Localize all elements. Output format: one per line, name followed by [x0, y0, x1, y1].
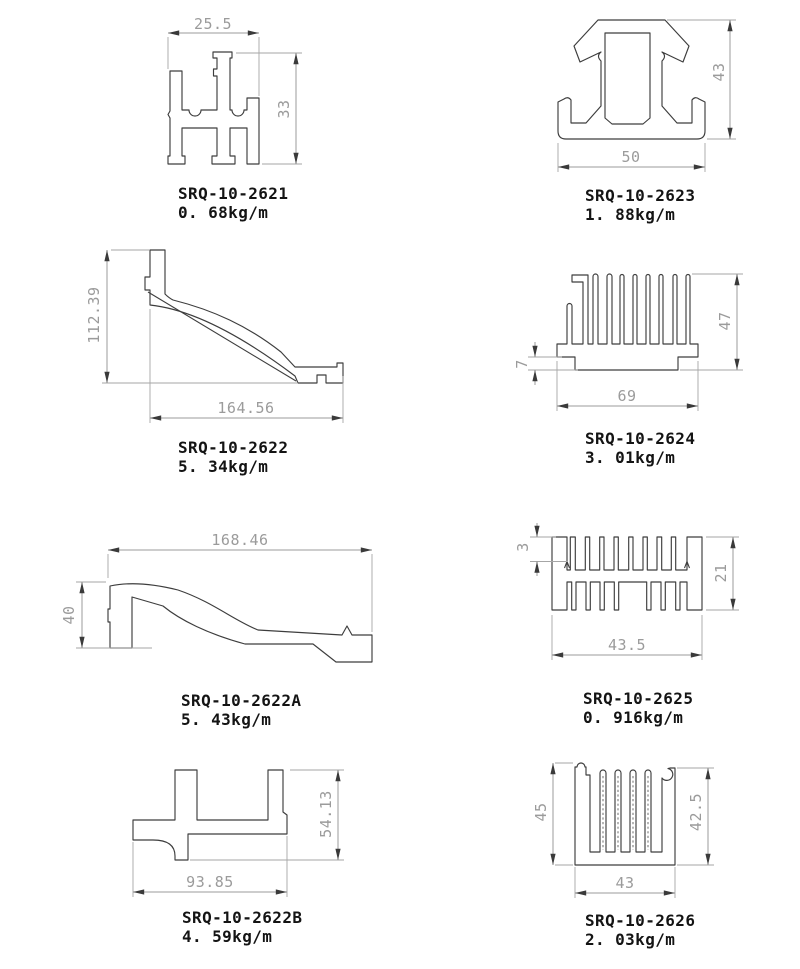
profile-cell-srq-10-2622a: [60, 520, 390, 680]
dimension-value-width: 50: [621, 148, 641, 166]
dimension-width: [108, 531, 372, 632]
profile-cavity-2623: [605, 33, 650, 124]
part-weight: 4. 59kg/m: [182, 927, 273, 946]
part-label-srq-10-2621: [178, 184, 288, 222]
profile-drawing-srq-10-2626: [520, 750, 750, 905]
part-label-srq-10-2626: [585, 911, 695, 949]
part-number: SRQ-10-2626: [585, 911, 696, 930]
dimension-width: [575, 867, 675, 898]
dimension-height: [190, 770, 344, 860]
dimension-value-height: 43: [710, 62, 728, 82]
profile-drawing-srq-10-2624: [513, 250, 750, 415]
part-weight: 2. 03kg/m: [585, 930, 676, 949]
part-weight: 5. 34kg/m: [178, 457, 269, 476]
dimension-width: [552, 615, 702, 660]
profile-shape-2624: [557, 274, 698, 370]
dimension-value-width: 69: [617, 387, 637, 405]
profile-outline: [145, 250, 343, 383]
dimension-width: [133, 836, 287, 897]
profile-drawing-srq-10-2622a: [60, 520, 390, 680]
profile-cell-srq-10-2621: [140, 10, 320, 185]
profile-outline: [557, 274, 698, 370]
profile-shape-2625: [552, 537, 702, 610]
part-number: SRQ-10-2622A: [181, 691, 302, 710]
part-label-srq-10-2623: [585, 186, 695, 224]
part-label-srq-10-2624: [585, 429, 695, 467]
part-weight: 5. 43kg/m: [181, 710, 272, 729]
profile-shape-2622: [145, 250, 343, 383]
part-number: SRQ-10-2623: [585, 186, 696, 205]
dimension-value-height: 112.39: [85, 286, 103, 344]
part-weight: 1. 88kg/m: [585, 205, 676, 224]
profile-drawing-srq-10-2622b: [100, 750, 360, 905]
dimension-value-width: 25.5: [193, 15, 233, 33]
profile-outline: [575, 763, 675, 865]
part-label-srq-10-2622: [178, 438, 288, 476]
dimension-value-width: 43.5: [607, 636, 647, 654]
profile-shape-2626: [575, 763, 675, 865]
dimension-value-height: 33: [275, 99, 293, 119]
part-weight: 3. 01kg/m: [585, 448, 676, 467]
part-label-srq-10-2622a: [181, 691, 301, 729]
dimension-value-height: 21: [712, 563, 730, 583]
dimension-value-fin-step: 3: [514, 542, 532, 552]
dimension-height-right: [677, 768, 714, 865]
profile-cell-srq-10-2624: [513, 250, 750, 415]
part-weight: 0. 916kg/m: [583, 708, 684, 727]
profile-outline: [552, 537, 702, 610]
profile-shape-2621: [168, 52, 259, 164]
profile-cell-srq-10-2622: [80, 235, 370, 430]
dimension-value-width: 93.85: [186, 873, 234, 891]
dimension-value-width: 43: [615, 874, 635, 892]
dimension-width: [150, 309, 343, 423]
profile-shape-2622b: [133, 770, 287, 860]
profile-outline: [168, 52, 259, 164]
dimension-value-height: 40: [60, 605, 78, 625]
dimension-value-width: 164.56: [217, 399, 275, 417]
dimension-value-height: 54.13: [317, 790, 335, 838]
part-label-srq-10-2625: [583, 689, 693, 727]
part-number: SRQ-10-2624: [585, 429, 696, 448]
profile-cell-srq-10-2625: [500, 520, 750, 680]
part-label-srq-10-2622b: [182, 908, 302, 946]
part-number: SRQ-10-2622B: [182, 908, 303, 927]
dimension-width: [558, 143, 705, 172]
part-number: SRQ-10-2621: [178, 184, 289, 203]
dimension-height-left: [532, 763, 573, 865]
dimension-value-base: 7: [513, 359, 531, 369]
profile-outline: [108, 584, 372, 662]
part-number: SRQ-10-2625: [583, 689, 694, 708]
dimension-height: [706, 537, 739, 610]
part-weight: 0. 68kg/m: [178, 203, 269, 222]
profile-cell-srq-10-2622b: [100, 750, 360, 905]
profile-drawing-srq-10-2621: [140, 10, 320, 185]
dimension-value-height-left: 45: [532, 802, 550, 822]
profile-cell-srq-10-2623: [540, 10, 740, 175]
dimension-value-height-right: 42.5: [687, 792, 705, 832]
profile-web-line-2622: [148, 292, 296, 381]
part-number: SRQ-10-2622: [178, 438, 289, 457]
dimension-height: [236, 53, 302, 164]
profile-outline: [133, 770, 287, 860]
profile-drawing-srq-10-2622: [80, 235, 370, 430]
profile-drawing-srq-10-2623: [540, 10, 740, 175]
profile-drawing-srq-10-2625: [500, 520, 750, 680]
profile-cell-srq-10-2626: [520, 750, 750, 905]
profile-shape-2622a: [108, 584, 372, 662]
dimension-value-height: 47: [716, 311, 734, 331]
profile-outline: [558, 20, 705, 139]
dimension-value-width: 168.46: [211, 531, 269, 549]
